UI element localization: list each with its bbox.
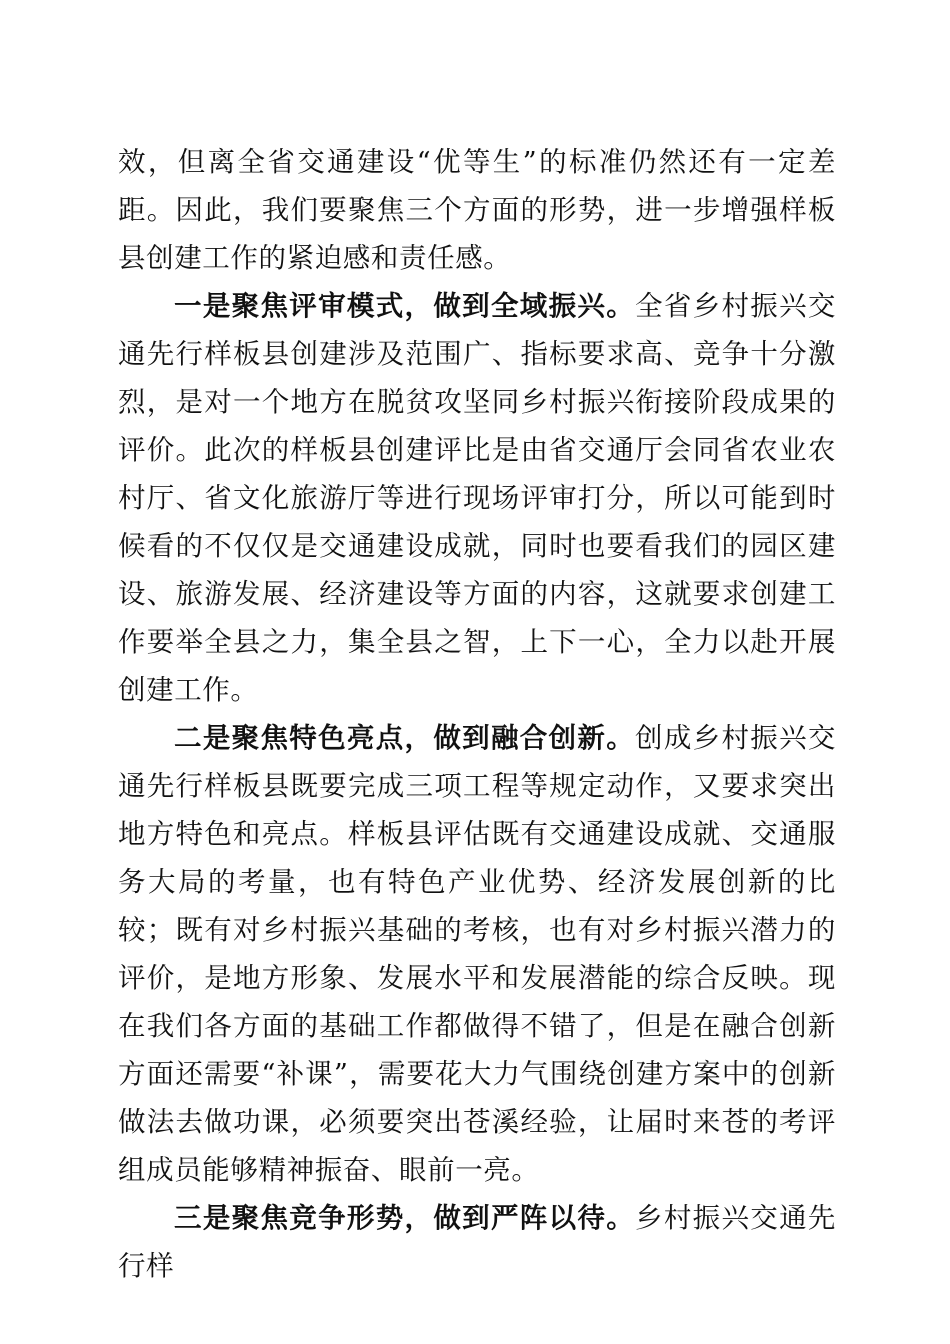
paragraph-body: 效，但离全省交通建设“优等生”的标准仍然还有一定差距。因此，我们要聚焦三个方面的形势，进一步增强样板县创建工作的紧迫感和责任感。 (118, 146, 836, 274)
paragraph-body: 创成乡村振兴交通先行样板县既要完成三项工程等规定动作，又要求突出地方特色和亮点。样板县评估既有交通建设成就、交通服务大局的考量，也有特色产业优势、经济发展创新的比较；既有对乡村振兴基础的考核，也有对乡村振兴潜力的评价，是地方形象、发展水平和发展潜能的综合反映。现在我们各方面的基础工作都做得不错了，但是在融合创新方面还需要“补课”，需要花大力气围绕创建方案中的创新做法去做功课，必须要突出苍溪经验，让届时来苍的考评组成员能够精神振奋、眼前一亮。 (118, 722, 836, 1186)
paragraph-lead: 二是聚焦特色亮点，做到融合创新。 (174, 722, 636, 754)
paragraph-point-three (118, 1194, 836, 1290)
paragraph-lead: 一是聚焦评审模式，做到全域振兴。 (174, 290, 636, 322)
paragraph-body: 乡村振兴交通先行样 (118, 1202, 836, 1282)
paragraph-point-two (118, 714, 836, 1194)
paragraph-body: 全省乡村振兴交通先行样板县创建涉及范围广、指标要求高、竞争十分激烈，是对一个地方在脱贫攻坚同乡村振兴衔接阶段成果的评价。此次的样板县创建评比是由省交通厅会同省农业农村厅、省文化旅游厅等进行现场评审打分，所以可能到时候看的不仅仅是交通建设成就，同时也要看我们的园区建设、旅游发展、经济建设等方面的内容，这就要求创建工作要举全县之力，集全县之智，上下一心，全力以赴开展创建工作。 (118, 290, 836, 706)
document-body (118, 138, 836, 1290)
paragraph-lead: 三是聚焦竞争形势，做到严阵以待。 (174, 1202, 636, 1234)
paragraph-continuation (118, 138, 836, 282)
paragraph-point-one (118, 282, 836, 714)
